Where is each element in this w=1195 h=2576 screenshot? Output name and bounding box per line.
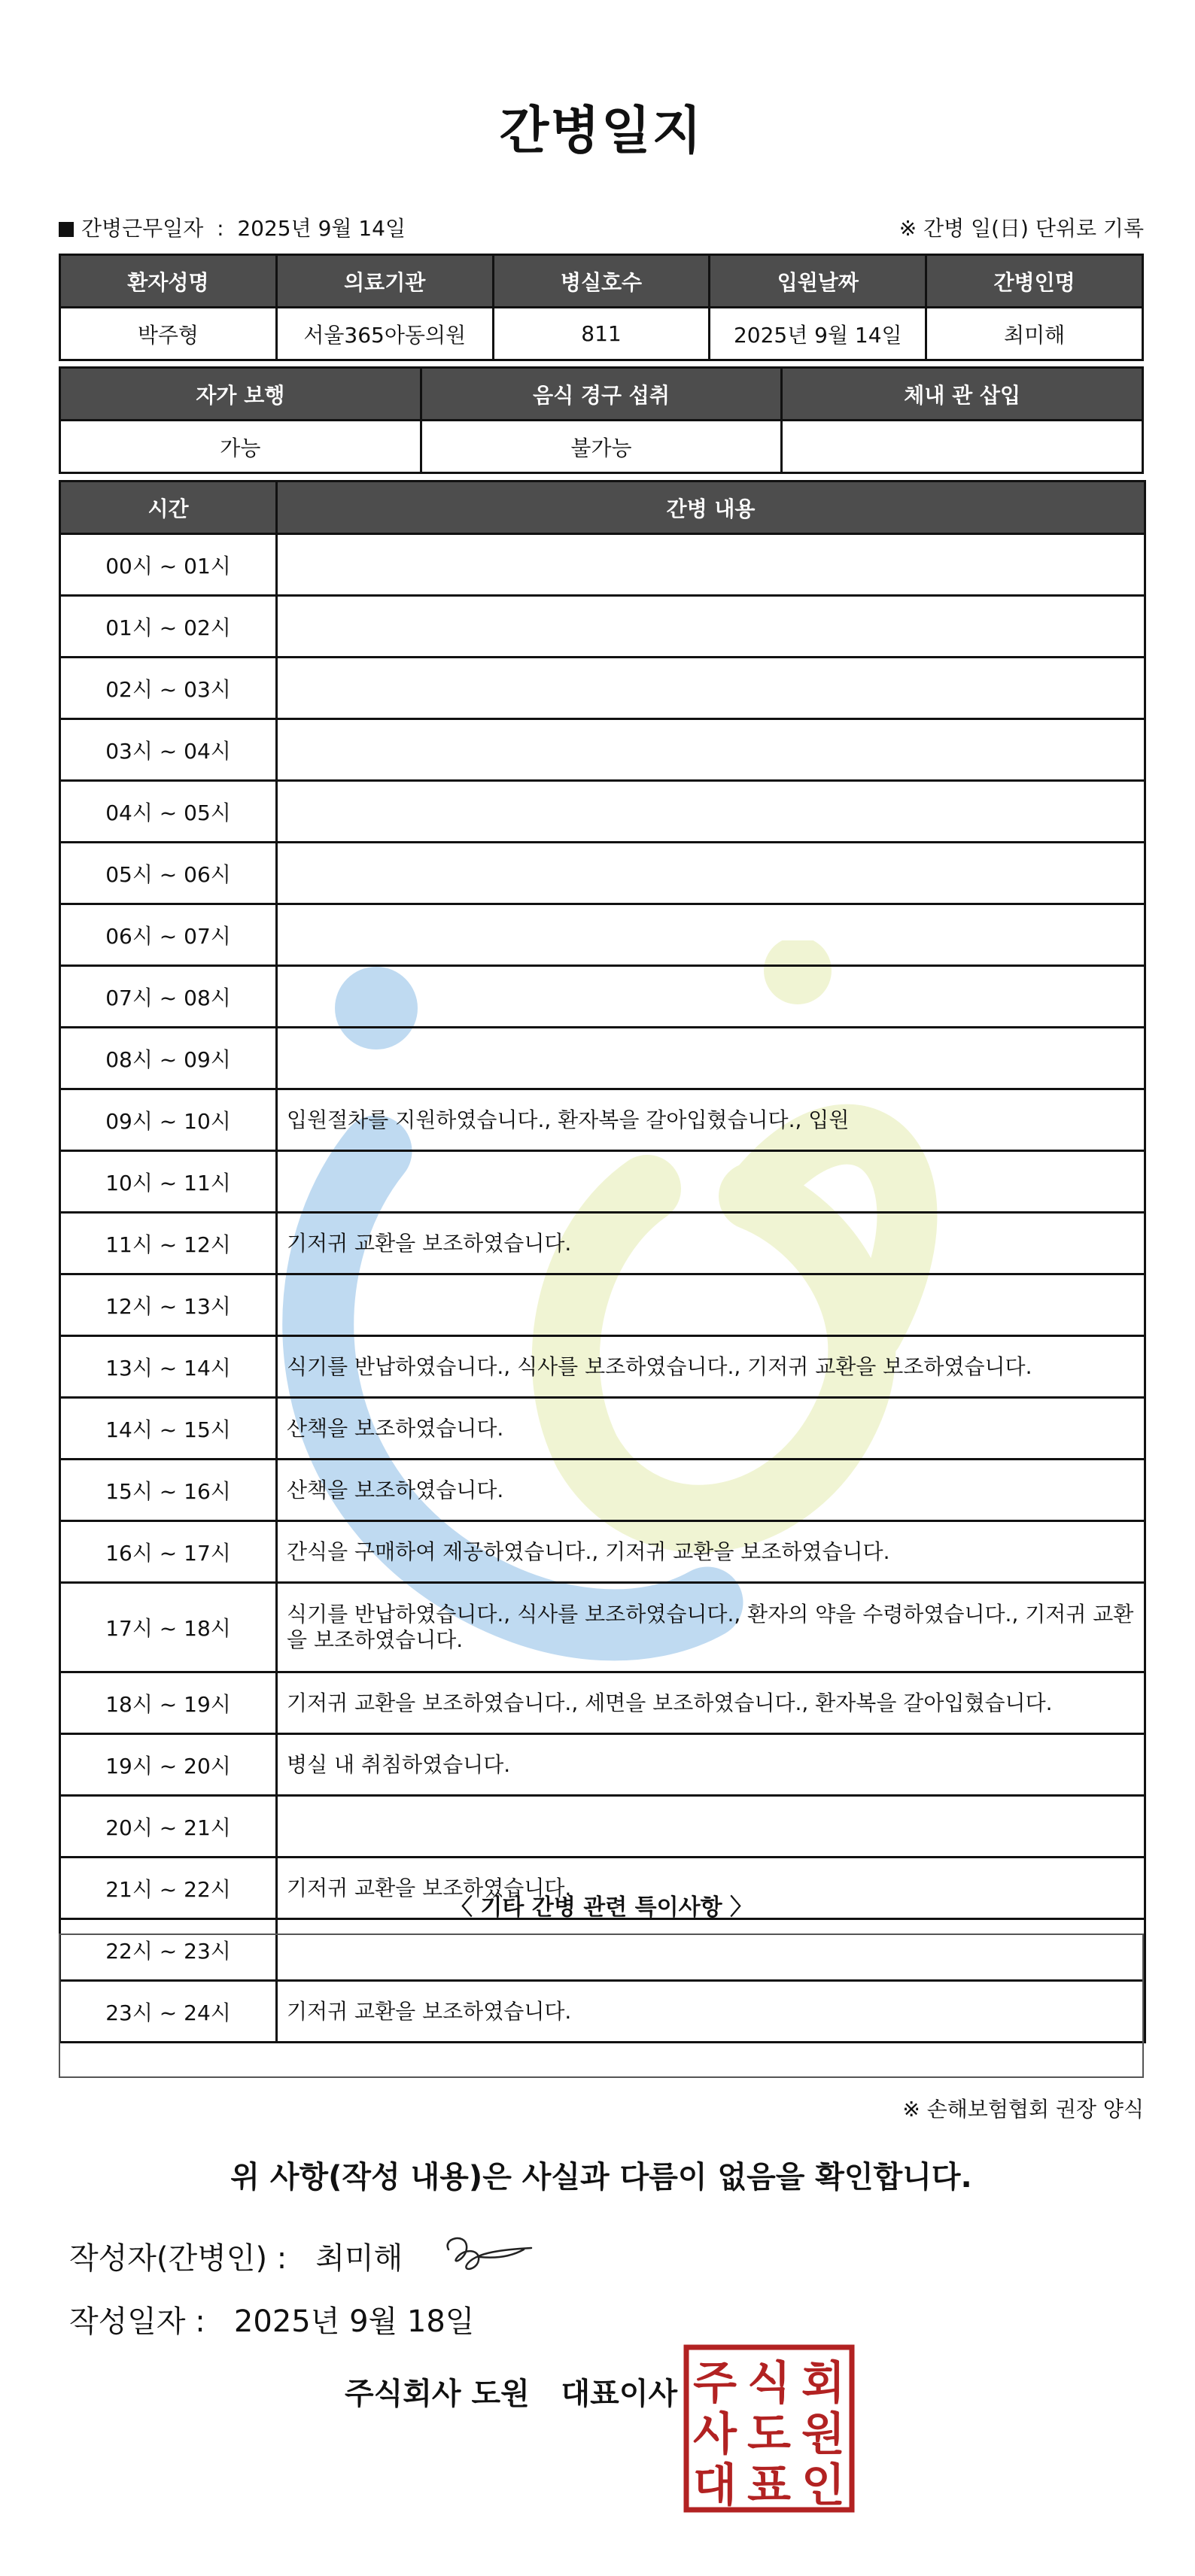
svg-text:표: 표 [747,2459,791,2512]
table-row [60,1089,1145,1151]
patient-info-value-row [60,308,1143,360]
log-content: 기저귀 교환을 보조하였습니다. [277,1858,1145,1919]
table-row [60,1672,1145,1734]
svg-text:대: 대 [693,2459,737,2512]
table-row [60,1151,1145,1213]
table-row [60,966,1145,1028]
log-content: 식기를 반납하였습니다., 식사를 보조하였습니다., 환자의 약을 수령하였습니다., 기저귀 교환을 보조하였습니다. [277,1583,1145,1672]
header-oral-intake: 음식 경구 섭취 [421,368,782,421]
log-time: 03시 ~ 04시 [60,719,277,781]
status-header-row [60,368,1143,421]
log-content [277,534,1145,596]
log-time: 22시 ~ 23시 [60,1919,277,1981]
svg-text:도: 도 [747,2408,791,2461]
writer-line [69,2234,403,2277]
log-time: 08시 ~ 09시 [60,1028,277,1089]
log-content [277,1028,1145,1089]
writer-label: 작성자(간병인) : [69,2241,287,2276]
table-row [60,596,1145,658]
log-content: 산책을 보조하였습니다. [277,1398,1145,1460]
header-caregiver: 간병인명 [926,255,1143,308]
log-time: 15시 ~ 16시 [60,1460,277,1521]
patient-info-table [59,254,1144,361]
table-row [60,1734,1145,1796]
record-note: ※ 간병 일(日) 단위로 기록 [899,216,1144,241]
table-row [60,1274,1145,1336]
square-bullet-icon [59,222,74,237]
table-row [60,781,1145,843]
log-content: 간식을 구매하여 제공하였습니다., 기저귀 교환을 보조하였습니다. [277,1521,1145,1583]
log-content [277,1151,1145,1213]
log-time: 02시 ~ 03시 [60,658,277,719]
log-time: 09시 ~ 10시 [60,1089,277,1151]
log-content: 기저귀 교환을 보조하였습니다. [277,1981,1145,2043]
work-date-separator: : [217,216,224,241]
work-date [59,212,406,242]
notes-title: 〈 기타 간병 관련 특이사항 〉 [449,1894,753,1921]
table-row [60,534,1145,596]
log-content [277,1796,1145,1858]
svg-text:회: 회 [801,2357,845,2410]
value-tube [782,421,1143,473]
log-time: 21시 ~ 22시 [60,1858,277,1919]
header-patient-name: 환자성명 [60,255,277,308]
table-row [60,843,1145,904]
header-time: 시간 [60,481,277,534]
log-time: 06시 ~ 07시 [60,904,277,966]
value-patient-name: 박주형 [60,308,277,360]
log-time: 20시 ~ 21시 [60,1796,277,1858]
company-name: 주식회사 도원 [345,2377,530,2411]
company-signature-line [345,2370,677,2413]
table-row [60,904,1145,966]
patient-status-table [59,366,1144,474]
log-content: 입원절차를 지원하였습니다., 환자복을 갈아입혔습니다., 입원 [277,1089,1145,1151]
care-log-table [59,480,1146,2043]
write-date-label: 작성일자 : [69,2304,205,2339]
meta-row [59,212,1144,242]
log-content [277,904,1145,966]
log-time: 12시 ~ 13시 [60,1274,277,1336]
header-tube: 체내 관 삽입 [782,368,1143,421]
signature-image [435,2227,540,2280]
company-rep: 대표이사 [561,2377,678,2411]
log-content: 기저귀 교환을 보조하였습니다. [277,1213,1145,1274]
svg-text:주: 주 [693,2357,737,2410]
write-date-line [69,2298,474,2341]
table-row [60,1213,1145,1274]
log-content: 식기를 반납하였습니다., 식사를 보조하였습니다., 기저귀 교환을 보조하였습니다. [277,1336,1145,1398]
log-time: 11시 ~ 12시 [60,1213,277,1274]
log-time: 14시 ~ 15시 [60,1398,277,1460]
work-date-label: 간병근무일자 [81,216,204,241]
header-care-content: 간병 내용 [277,481,1145,534]
table-row [60,1028,1145,1089]
log-header-row [60,481,1145,534]
log-content [277,966,1145,1028]
value-caregiver: 최미해 [926,308,1143,360]
table-row [60,1336,1145,1398]
log-content [277,1274,1145,1336]
table-row [60,719,1145,781]
log-time: 01시 ~ 02시 [60,596,277,658]
log-content [277,719,1145,781]
log-time: 23시 ~ 24시 [60,1981,277,2043]
log-time: 07시 ~ 08시 [60,966,277,1028]
writer-name: 최미해 [315,2241,403,2276]
work-date-value: 2025년 9월 14일 [237,216,406,241]
log-content [277,781,1145,843]
value-walking: 가능 [60,421,421,473]
confirmation-statement: 위 사항(작성 내용)은 사실과 다름이 없음을 확인합니다. [230,2160,972,2195]
value-room: 811 [493,308,710,360]
page-title: 간병일지 [499,102,704,161]
company-seal-icon [683,2344,855,2513]
table-row [60,1398,1145,1460]
svg-text:원: 원 [801,2408,845,2461]
status-value-row [60,421,1143,473]
header-admission-date: 입원날짜 [710,255,926,308]
log-time: 05시 ~ 06시 [60,843,277,904]
patient-info-header-row [60,255,1143,308]
log-time: 10시 ~ 11시 [60,1151,277,1213]
log-time: 04시 ~ 05시 [60,781,277,843]
value-admission-date: 2025년 9월 14일 [710,308,926,360]
log-content [277,596,1145,658]
recommend-note: ※ 손해보험협회 권장 양식 [902,2097,1144,2122]
notes-box [59,1934,1144,2078]
table-row [60,658,1145,719]
header-hospital: 의료기관 [276,255,493,308]
log-content: 기저귀 교환을 보조하였습니다., 세면을 보조하였습니다., 환자복을 갈아입혔습니다. [277,1672,1145,1734]
log-time: 16시 ~ 17시 [60,1521,277,1583]
log-content: 산책을 보조하였습니다. [277,1460,1145,1521]
table-row [60,1583,1145,1672]
log-content: 병실 내 취침하였습니다. [277,1734,1145,1796]
svg-text:인: 인 [801,2459,845,2512]
header-walking: 자가 보행 [60,368,421,421]
header-room: 병실호수 [493,255,710,308]
value-hospital: 서울365아동의원 [276,308,493,360]
log-content [277,843,1145,904]
log-content [277,658,1145,719]
log-time: 18시 ~ 19시 [60,1672,277,1734]
log-time: 00시 ~ 01시 [60,534,277,596]
log-time: 19시 ~ 20시 [60,1734,277,1796]
table-row [60,1796,1145,1858]
log-time: 13시 ~ 14시 [60,1336,277,1398]
svg-text:식: 식 [747,2357,791,2410]
value-oral-intake: 불가능 [421,421,782,473]
svg-text:사: 사 [693,2408,737,2461]
table-row [60,1521,1145,1583]
write-date-value: 2025년 9월 18일 [233,2304,475,2339]
log-time: 17시 ~ 18시 [60,1583,277,1672]
table-row [60,1460,1145,1521]
